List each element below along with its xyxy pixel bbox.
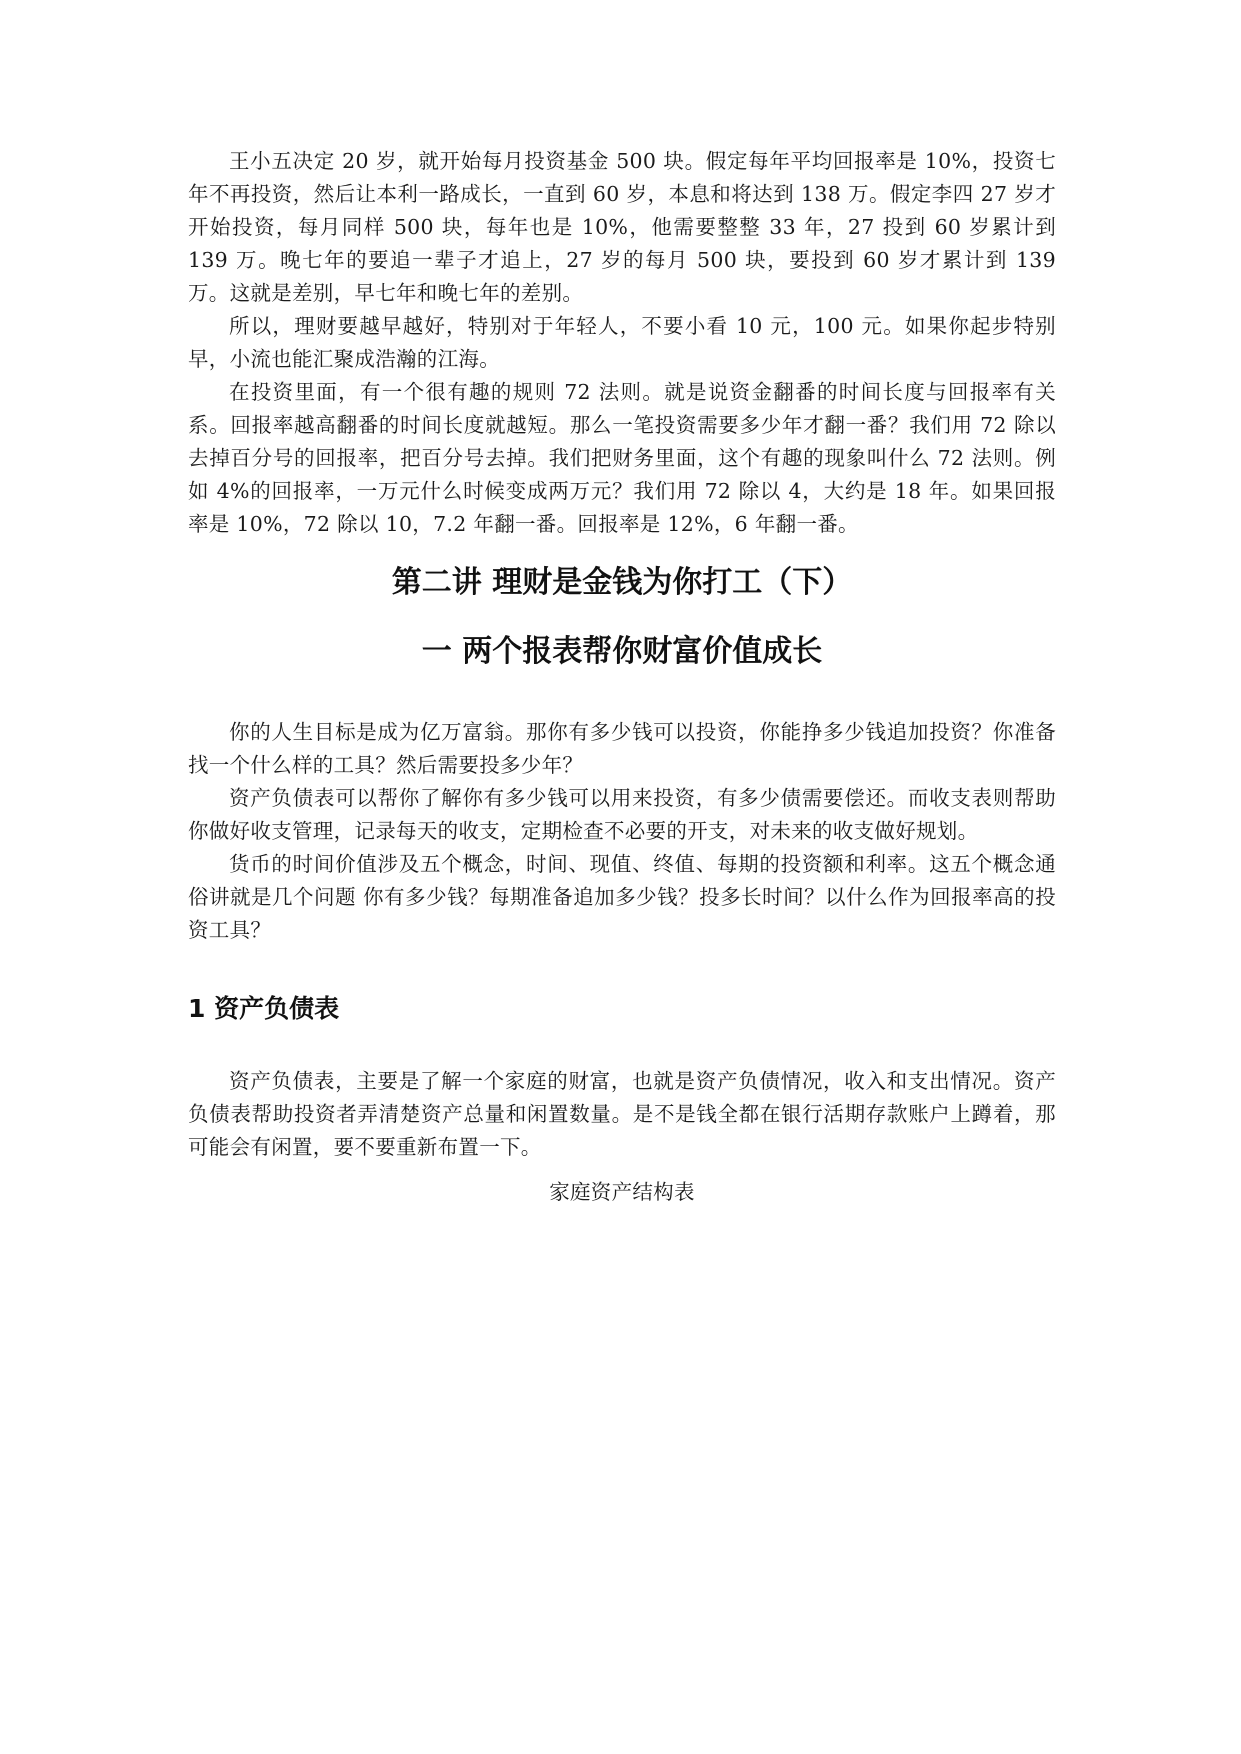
paragraph-rule-of-72: 在投资里面，有一个很有趣的规则 72 法则。就是说资金翻番的时间长度与回报率有关系。回报率越高翻番的时间长度就越短。那么一笔投资需要多少年才翻一番？我们用 72 除以去掉百分号的回报率，把百分号去掉。我们把财务里面，这个有趣的现象叫什么 72 法则。例如 4%的回报率，一万元什么时候变成两万元？我们用 72 除以 4，大约是 18 年。如果回报率是 10%，72 除以 10，7.2 年翻一番。回报率是 12%，6 年翻一番。 — [188, 380, 1056, 536]
paragraph-life-goal: 你的人生目标是成为亿万富翁。那你有多少钱可以投资，你能挣多少钱追加投资？你准备找一个什么样的工具？然后需要投多少年？ — [188, 720, 1056, 777]
paragraph-time-value: 货币的时间价值涉及五个概念，时间、现值、终值、每期的投资额和利率。这五个概念通俗讲就是几个问题 你有多少钱？每期准备追加多少钱？投多长时间？以什么作为回报率高的投资工具？ — [188, 852, 1056, 942]
lecture-title: 第二讲 理财是金钱为你打工（下） — [391, 565, 853, 600]
subsection-body — [188, 1065, 1056, 1209]
paragraph-start-early: 所以，理财要越早越好，特别对于年轻人，不要小看 10 元，100 元。如果你起步特别早，小流也能汇聚成浩瀚的江海。 — [188, 314, 1056, 371]
paragraph-balance-sheet: 资产负债表，主要是了解一个家庭的财富，也就是资产负债情况，收入和支出情况。资产负债表帮助投资者弄清楚资产总量和闲置数量。是不是钱全都在银行活期存款账户上蹲着，那可能会有闲置，要不要重新布置一下。 — [188, 1069, 1056, 1159]
paragraph-early-investing: 王小五决定 20 岁，就开始每月投资基金 500 块。假定每年平均回报率是 10%，投资七年不再投资，然后让本利一路成长，一直到 60 岁，本息和将达到 138 万。假定李四 27 岁才开始投资，每月同样 500 块，每年也是 10%，他需要整整 33 年，27 投到 60 岁累计到 139 万。晚七年的要追一辈子才追上，27 岁的每月 500 块，要投到 60 岁才累计到 139 万。这就是差别，早七年和晚七年的差别。 — [188, 149, 1056, 305]
table-caption: 家庭资产结构表 — [549, 1180, 695, 1204]
subsection-title: 1 资产负债表 — [188, 994, 340, 1023]
section-title: 一 两个报表帮你财富价值成长 — [421, 634, 823, 669]
document-page — [188, 145, 1056, 1209]
paragraph-balance-sheet-intro: 资产负债表可以帮你了解你有多少钱可以用来投资，有多少债需要偿还。而收支表则帮助你做好收支管理，记录每天的收支，定期检查不必要的开支，对未来的收支做好规划。 — [188, 786, 1056, 843]
section-body — [188, 716, 1056, 947]
